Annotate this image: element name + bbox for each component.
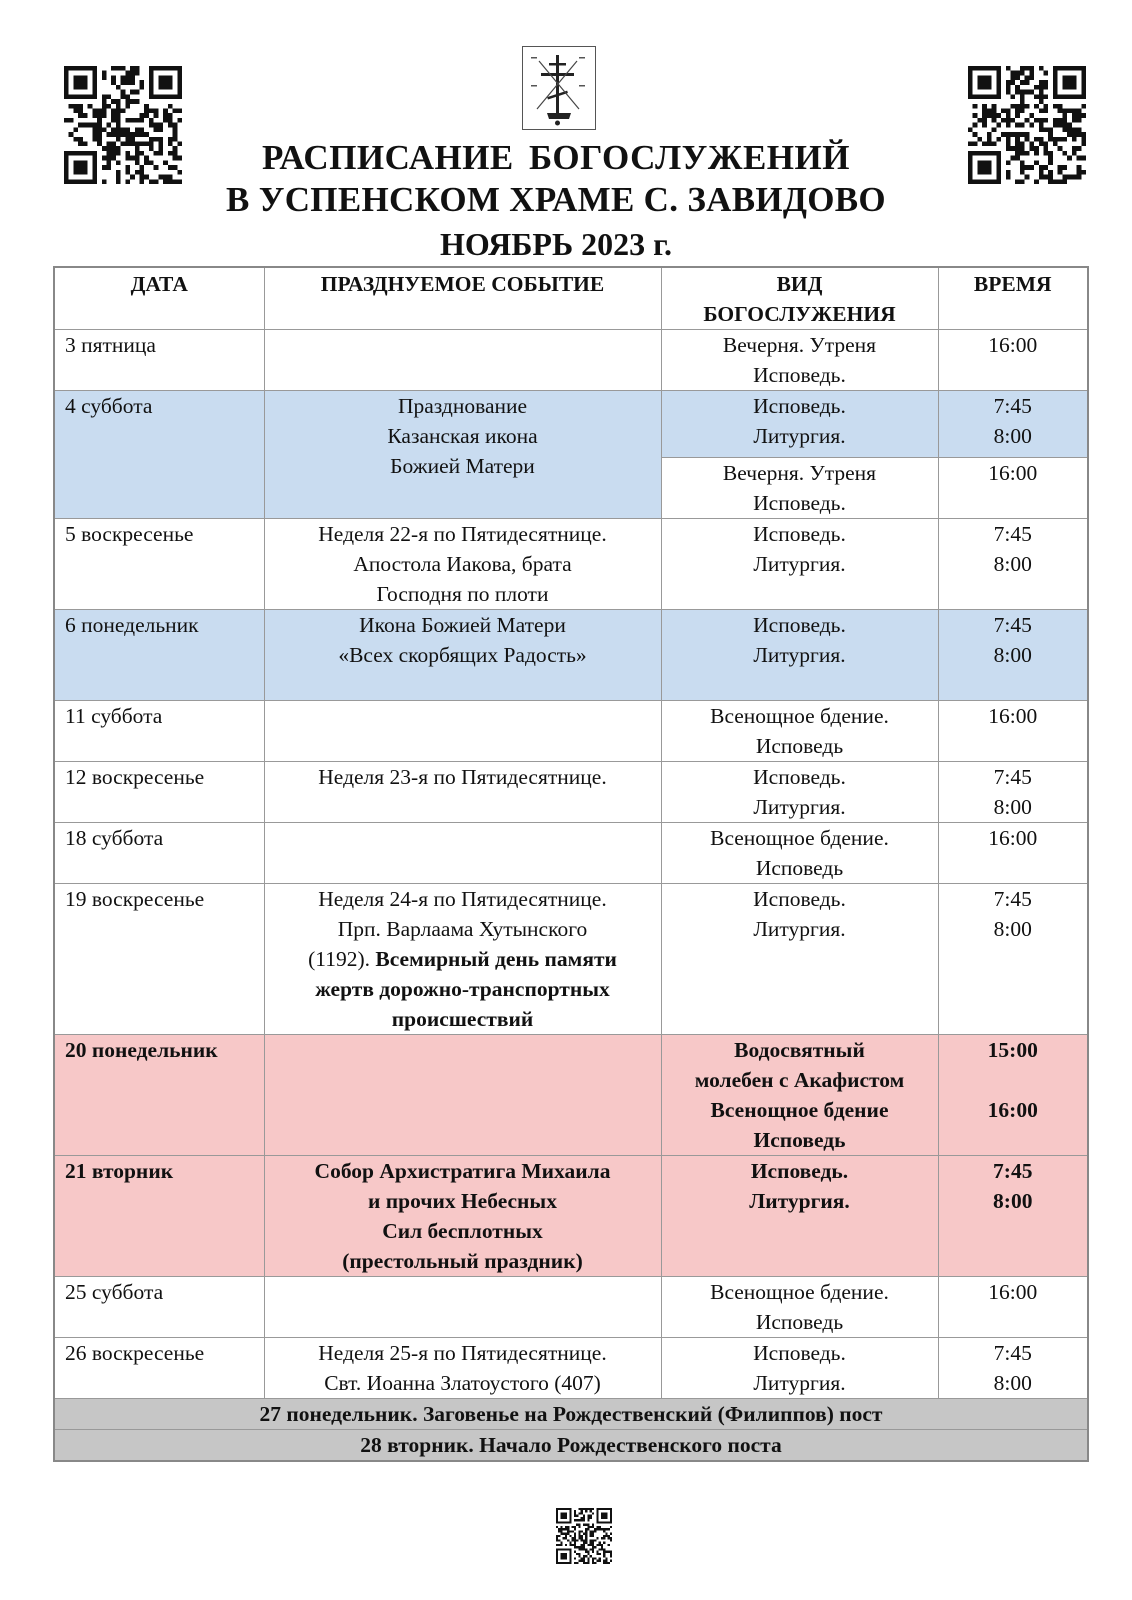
date-cell: 25 суббота <box>54 1277 264 1338</box>
event-cell <box>264 823 661 884</box>
table-row <box>54 391 1088 458</box>
service-cell: Исповедь. Литургия. <box>661 519 938 610</box>
service-cell: Водосвятный молебен с Акафистом Всенощное бдение Исповедь <box>661 1035 938 1156</box>
service-cell: Исповедь. Литургия. <box>661 610 938 701</box>
event-cell: Собор Архистратига Михаила и прочих Небесных Сил бесплотных (престольный праздник) <box>264 1156 661 1277</box>
table-row <box>54 519 1088 610</box>
table-row <box>54 1338 1088 1399</box>
date-cell: 12 воскресенье <box>54 762 264 823</box>
time-cell: 16:00 <box>938 823 1088 884</box>
time-cell: 16:00 <box>938 701 1088 762</box>
date-cell: 19 воскресенье <box>54 884 264 1035</box>
column-header-event: ПРАЗДНУЕМОЕ СОБЫТИЕ <box>264 267 661 330</box>
event-cell: Празднование Казанская икона Божией Матери <box>264 391 661 519</box>
event-cell: Неделя 25-я по Пятидесятнице. Свт. Иоанна Златоустого (407) <box>264 1338 661 1399</box>
page-subtitle: В УСПЕНСКОМ ХРАМЕ С. ЗАВИДОВО <box>226 180 886 219</box>
time-cell: 7:45 8:00 <box>938 762 1088 823</box>
fast-eve-notice: 27 понедельник. Заговенье на Рождественский (Филиппов) пост <box>54 1399 1088 1430</box>
time-cell: 15:00 16:00 <box>938 1035 1088 1156</box>
service-cell: Исповедь. Литургия. <box>661 884 938 1035</box>
page-title: РАСПИСАНИЕ БОГОСЛУЖЕНИЙ <box>262 138 850 177</box>
event-cell <box>264 701 661 762</box>
event-cell <box>264 330 661 391</box>
event-cell: Икона Божией Матери «Всех скорбящих Радость» <box>264 610 661 701</box>
table-row <box>54 701 1088 762</box>
qr-code-icon <box>556 1508 612 1564</box>
table-row <box>54 1156 1088 1277</box>
table-row <box>54 823 1088 884</box>
time-cell: 7:45 8:00 <box>938 884 1088 1035</box>
service-cell: Исповедь. Литургия. <box>661 1338 938 1399</box>
time-cell: 16:00 <box>938 458 1088 519</box>
service-cell: Всенощное бдение. Исповедь <box>661 823 938 884</box>
time-cell: 7:45 8:00 <box>938 1338 1088 1399</box>
time-cell: 7:45 8:00 <box>938 610 1088 701</box>
service-cell: Всенощное бдение. Исповедь <box>661 701 938 762</box>
date-cell: 6 понедельник <box>54 610 264 701</box>
date-cell: 11 суббота <box>54 701 264 762</box>
service-cell: Исповедь. Литургия. <box>661 762 938 823</box>
date-cell: 3 пятница <box>54 330 264 391</box>
time-cell: 7:45 8:00 <box>938 519 1088 610</box>
table-header-row <box>54 267 1088 330</box>
table-row <box>54 884 1088 1035</box>
table-row <box>54 762 1088 823</box>
date-cell: 26 воскресенье <box>54 1338 264 1399</box>
table-row <box>54 330 1088 391</box>
service-cell: Вечерня. Утреня Исповедь. <box>661 330 938 391</box>
fast-start-notice: 28 вторник. Начало Рождественского поста <box>54 1430 1088 1462</box>
event-cell: Неделя 23-я по Пятидесятнице. <box>264 762 661 823</box>
date-cell: 5 воскресенье <box>54 519 264 610</box>
service-cell: Исповедь. Литургия. <box>661 391 938 458</box>
event-cell <box>264 1035 661 1156</box>
table-footer-row <box>54 1430 1088 1462</box>
schedule-table <box>53 266 1089 1462</box>
orthodox-cross-emblem-icon <box>522 46 596 130</box>
table-row <box>54 1035 1088 1156</box>
service-cell: Вечерня. Утреня Исповедь. <box>661 458 938 519</box>
event-cell: Неделя 22-я по Пятидесятнице. Апостола Иакова, брата Господня по плоти <box>264 519 661 610</box>
month-title: НОЯБРЬ 2023 г. <box>439 226 673 262</box>
date-cell: 21 вторник <box>54 1156 264 1277</box>
time-cell: 16:00 <box>938 1277 1088 1338</box>
column-header-date: ДАТА <box>54 267 264 330</box>
time-cell: 7:45 8:00 <box>938 1156 1088 1277</box>
column-header-service: ВИД БОГОСЛУЖЕНИЯ <box>661 267 938 330</box>
event-cell: Неделя 24-я по Пятидесятнице. Прп. Варлаама Хутынского (1192). Всемирный день памяти жертв дорожно-транспортных происшествий <box>264 884 661 1035</box>
time-cell: 16:00 <box>938 330 1088 391</box>
date-cell: 20 понедельник <box>54 1035 264 1156</box>
table-footer-row <box>54 1399 1088 1430</box>
table-row <box>54 610 1088 701</box>
date-cell: 18 суббота <box>54 823 264 884</box>
event-cell <box>264 1277 661 1338</box>
service-cell: Исповедь. Литургия. <box>661 1156 938 1277</box>
service-cell: Всенощное бдение. Исповедь <box>661 1277 938 1338</box>
table-row <box>54 1277 1088 1338</box>
column-header-time: ВРЕМЯ <box>938 267 1088 330</box>
date-cell: 4 суббота <box>54 391 264 519</box>
time-cell: 7:45 8:00 <box>938 391 1088 458</box>
